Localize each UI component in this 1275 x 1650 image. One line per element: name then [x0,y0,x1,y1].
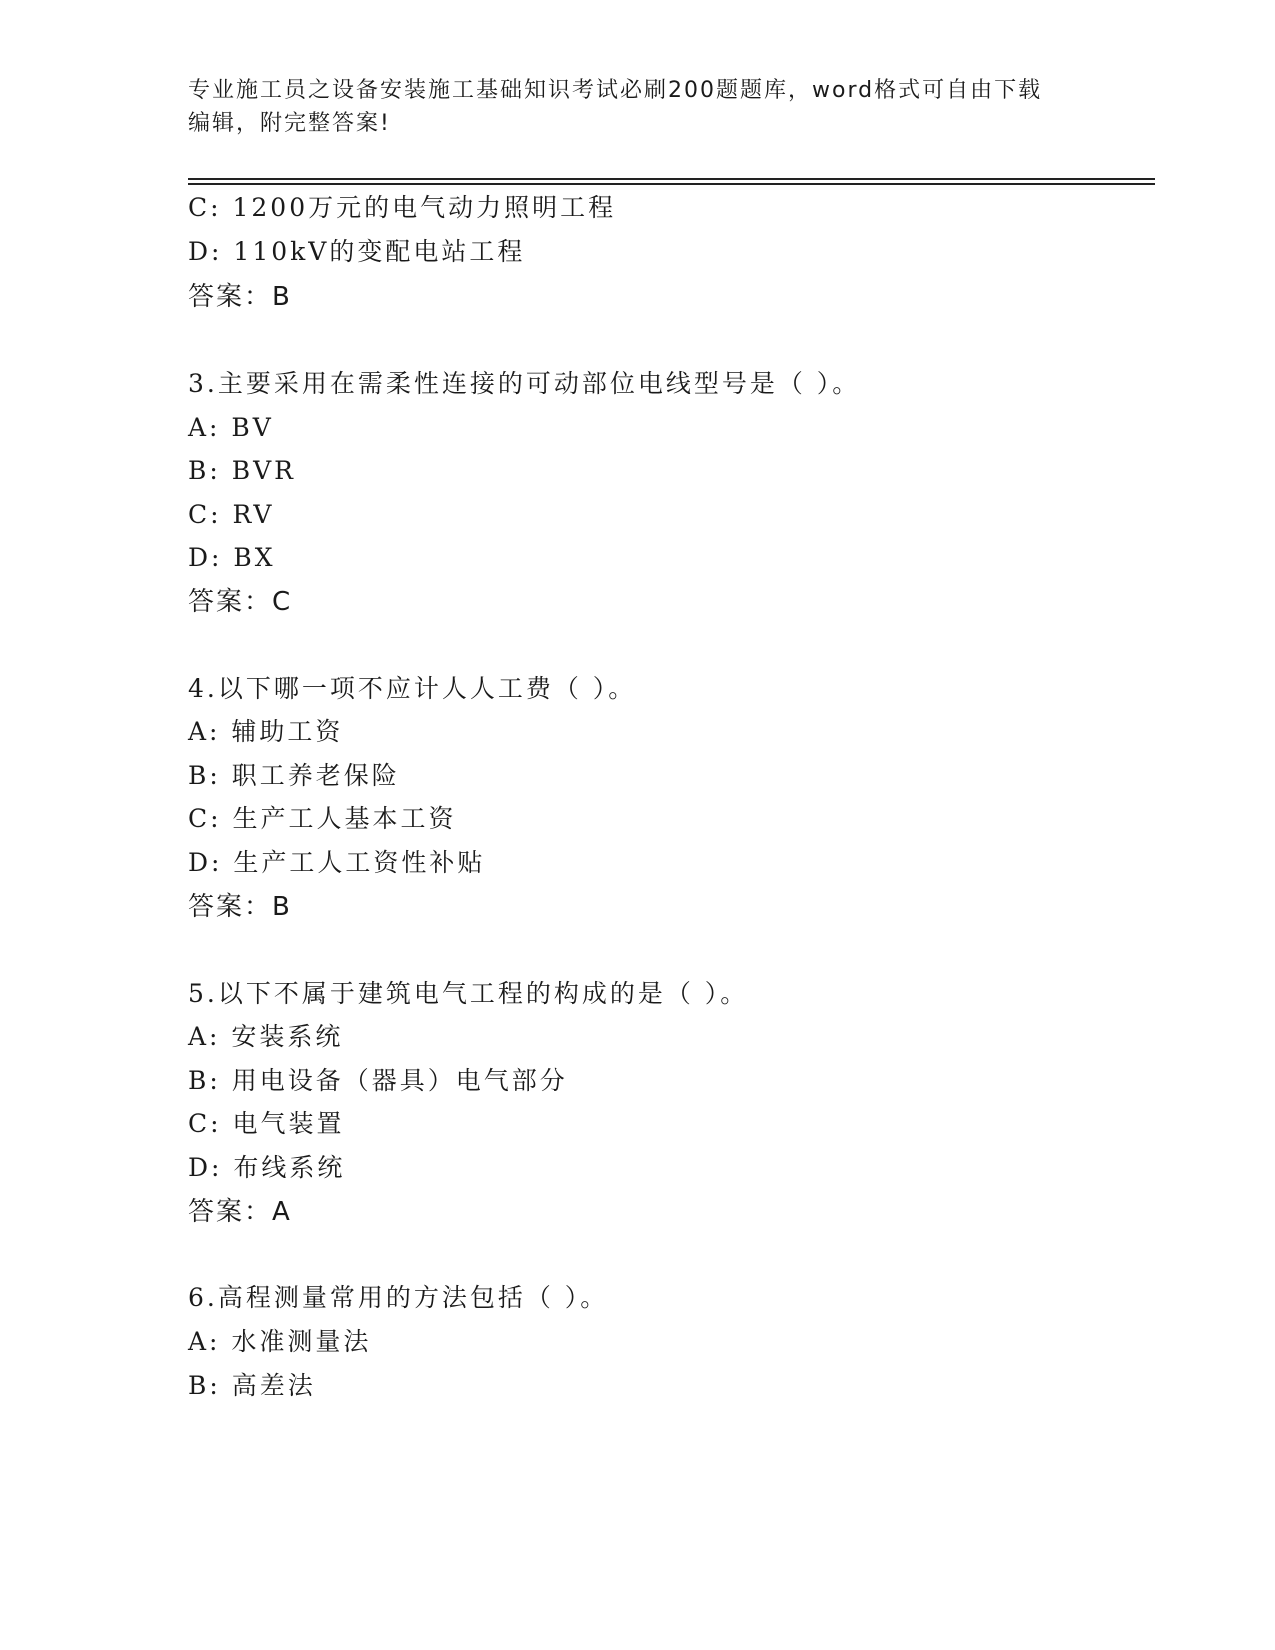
q3-option-c: C: RV [188,500,275,529]
header-title-line-1: 专业施工员之设备安装施工基础知识考试必刷200题题库，word格式可自由下载 [188,78,1043,103]
q4-option-c: C: 生产工人基本工资 [188,804,457,833]
header-divider-bottom [188,183,1155,185]
q4-question: 4.以下哪一项不应计人人工费（ ）。 [188,674,637,703]
q5-option-c: C: 电气装置 [188,1109,345,1138]
q2-option-c: C: 1200万元的电气动力照明工程 [188,193,617,222]
q5-question: 5.以下不属于建筑电气工程的构成的是（ ）。 [188,979,749,1008]
q6-option-b: B: 高差法 [188,1371,316,1400]
q2-option-d: D: 110kV的变配电站工程 [188,237,526,266]
q5-option-b: B: 用电设备（器具）电气部分 [188,1066,568,1095]
q5-option-a: A: 安装系统 [188,1022,344,1051]
q3-option-a: A: BV [188,413,274,442]
q5-answer: 答案：A [188,1197,292,1227]
q3-question: 3.主要采用在需柔性连接的可动部位电线型号是（ ）。 [188,369,861,398]
q2-answer: 答案：B [188,282,292,312]
q3-option-d: D: BX [188,543,276,572]
q6-option-a: A: 水准测量法 [188,1327,372,1356]
q5-option-d: D: 布线系统 [188,1153,346,1182]
q4-option-a: A: 辅助工资 [188,717,344,746]
q6-question: 6.高程测量常用的方法包括（ ）。 [188,1283,609,1312]
q4-option-b: B: 职工养老保险 [188,761,400,790]
q3-answer: 答案：C [188,587,293,617]
header-divider-top [188,178,1155,180]
q4-option-d: D: 生产工人工资性补贴 [188,848,486,877]
q3-option-b: B: BVR [188,456,296,485]
document-header [188,74,1068,140]
q4-answer: 答案：B [188,892,292,922]
header-title-line-2: 编辑，附完整答案! [188,111,391,136]
